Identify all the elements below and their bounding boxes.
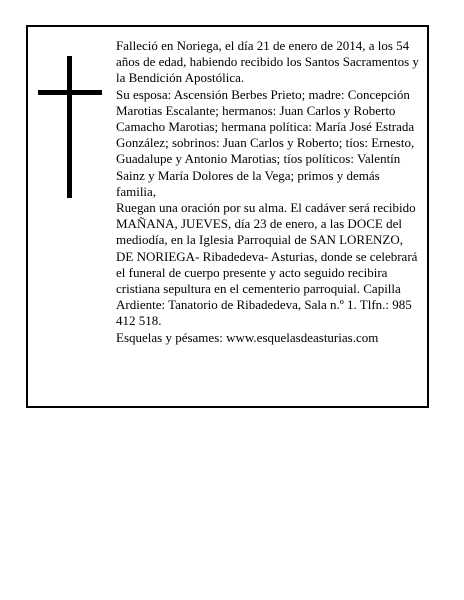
cross-icon: [38, 56, 102, 198]
cross-vertical-bar: [67, 56, 72, 198]
obituary-text: [116, 38, 421, 346]
funeral-details: Ruegan una oración por su alma. El cadáver será recibido MAÑANA, JUEVES, día 23 de enero, a las DOCE del mediodía, en la Iglesia Parroquial de SAN LORENZO, DE NORIEGA- Ribadedeva- Asturias, donde se celebrará el funeral de cuerpo presente y acto seguido recibira cristiana sepultura en el cementerio parroquial. Capilla Ardiente: Tanatorio de Ribadedeva, Sala n.º 1. Tlfn.: 985 412 518.: [116, 200, 418, 329]
obituary-notice: [26, 25, 429, 408]
death-announcement: Falleció en Noriega, el día 21 de enero de 2014, a los 54 años de edad, habiendo recibido los Santos Sacramentos y la Bendición Apostólica.: [116, 38, 419, 86]
cross-horizontal-bar: [38, 90, 102, 95]
family-list: Su esposa: Ascensión Berbes Prieto; madre: Concepción Marotias Escalante; hermanos: Juan Carlos y Roberto Camacho Marotias; hermana política: María José Estrada González; sobrinos: Juan Carlos y Roberto; tíos: Ernesto, Guadalupe y Antonio Marotias; tíos políticos: Valentín Sainz y María Dolores de la Vega; primos y demás familia,: [116, 86, 415, 199]
condolences-website: Esquelas y pésames: www.esquelasdeasturias.com: [116, 329, 379, 345]
